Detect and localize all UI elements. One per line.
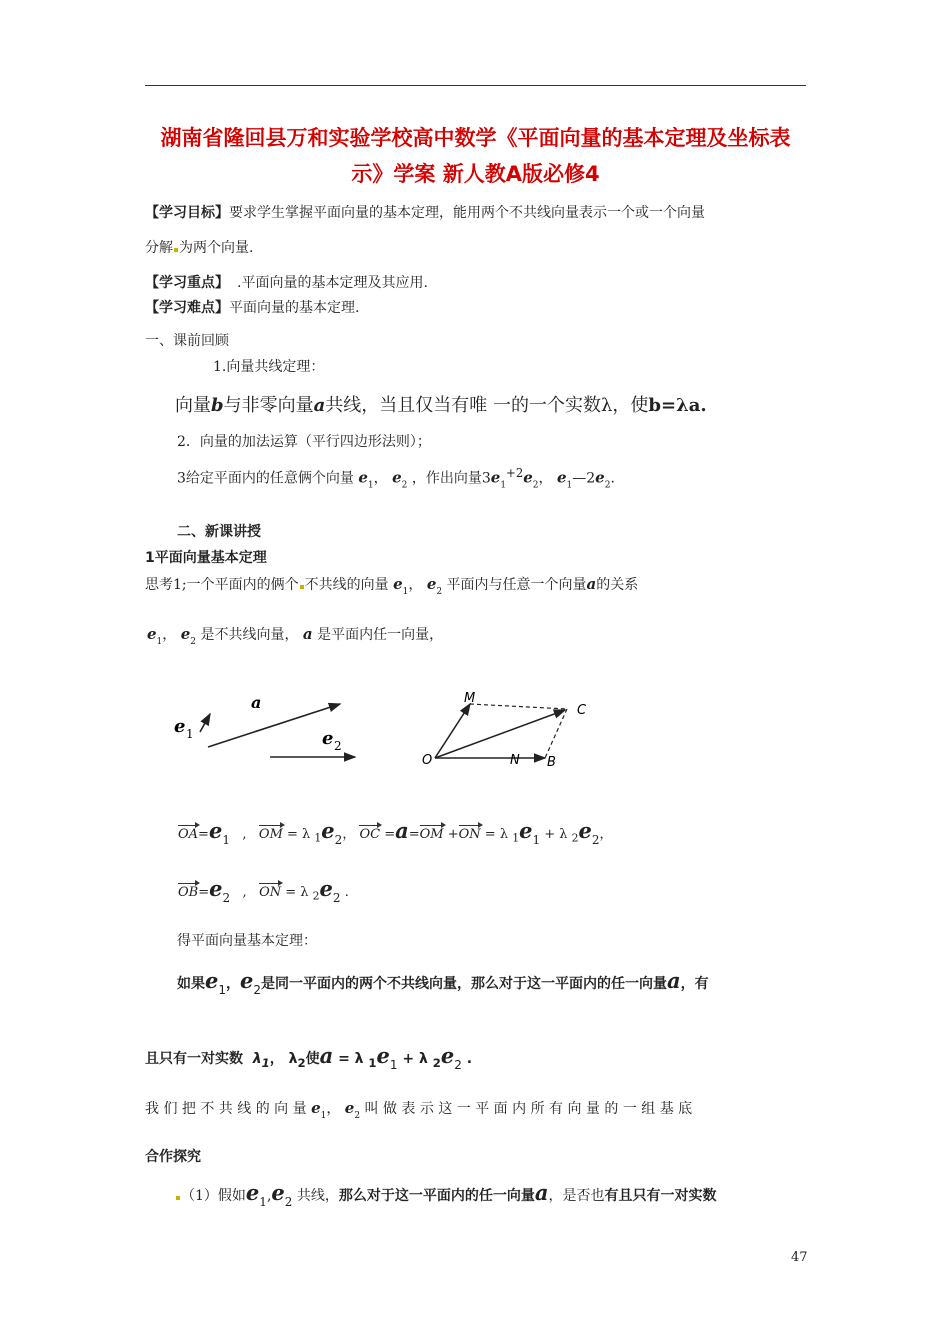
point-M: M <box>464 691 476 706</box>
vector-e1-arrow <box>200 714 210 732</box>
derive-line: 得平面向量基本定理： <box>177 933 317 949</box>
question-1: （1）假如e1,e2 共线，那么对于这一平面内的任一向量a，是否也有且只有一对实数 <box>175 1180 716 1209</box>
mark-dot <box>174 248 178 252</box>
noncollinear-line: $e_1$， $e_2$ 是不共线向量， a 是平面内任一向量， <box>147 625 444 647</box>
lecture-heading: 二、新课讲授 <box>177 524 261 540</box>
objective-line-2: 分解 为两个向量. <box>145 240 254 256</box>
label-a: a <box>251 693 262 712</box>
coop-heading: 合作探究 <box>145 1149 201 1165</box>
key-point-line: 【学习重点】 .平面向量的基本定理及其应用. <box>145 275 428 291</box>
point-C: C <box>577 703 587 718</box>
label-e1-sub: 1 <box>186 727 194 741</box>
label-e2-sub: 2 <box>334 739 342 753</box>
equation-line-2: OB=e2 , ON = λ $_2$e2 . <box>178 876 349 905</box>
review-heading: 一、课前回顾 <box>145 333 229 349</box>
vector-a-arrow <box>208 704 340 747</box>
point-B: B <box>547 755 556 770</box>
header-rule <box>145 85 806 86</box>
equation-line-1: OA=e1 , OM = λ $_1$e2， OC =a=OM +ON = λ $_1$e1 + λ $_2$e2， <box>178 818 613 847</box>
point-N: N <box>510 753 520 768</box>
review-item-1: 1.向量共线定理： <box>213 359 325 375</box>
think-1: 思考1;一个平面内的俩个 不共线的向量 $e_1$， $e_2$ 平面内与任意一个向量a的关系 <box>145 575 639 597</box>
label-e2: e <box>322 728 334 749</box>
review-item-2: 2．向量的加法运算（平行四边形法则）； <box>177 434 431 450</box>
doc-title-line2: 示》学案 新人教A版必修4 <box>351 162 600 186</box>
theorem-line-1: 如果e1，e2是同一平面内的两个不共线向量，那么对于这一平面内的任一向量a，有 <box>177 968 709 997</box>
vector-figure <box>160 680 600 780</box>
mark-dot <box>176 1196 180 1200</box>
review-item-3: 3给定平面内的任意俩个向量 $e_1$， $e_2$ ，作出向量$3e_1^{+2}e_2$， $e_1—2e_2$. <box>177 466 615 491</box>
page-number: 47 <box>791 1250 808 1265</box>
theorem-line-2: 且只有一对实数 $\lambda_1$， $\lambda_2$使a = λ $_1$e1 + λ $_2$e2 . <box>145 1043 473 1072</box>
doc-title-line1: 湖南省隆回县万和实验学校高中数学《平面向量的基本定理及坐标表 <box>160 126 791 150</box>
dash-MC <box>470 704 567 709</box>
label-e1: e <box>174 716 186 737</box>
point-O: O <box>422 753 433 768</box>
basis-line: 我 们 把 不 共 线 的 向 量 $e_1$， $e_2$ 叫 做 表 示 这 一 平 面 内 所 有 向 量 的 一 组 基 底 <box>145 1099 693 1121</box>
vector-OM-arrow <box>435 704 470 758</box>
collinear-theorem: 向量b与非零向量a共线，当且仅当有唯 一的一个实数λ，使b=λa. <box>175 395 707 416</box>
objective-line: 【学习目标】要求学生掌握平面向量的基本定理，能用两个不共线向量表示一个或一个向量 <box>145 205 705 221</box>
vector-OC-arrow <box>435 710 565 758</box>
difficulty-line: 【学习难点】平面向量的基本定理. <box>145 300 360 316</box>
mark-dot <box>300 585 304 589</box>
section-1-title: 1平面向量基本定理 <box>145 550 267 566</box>
